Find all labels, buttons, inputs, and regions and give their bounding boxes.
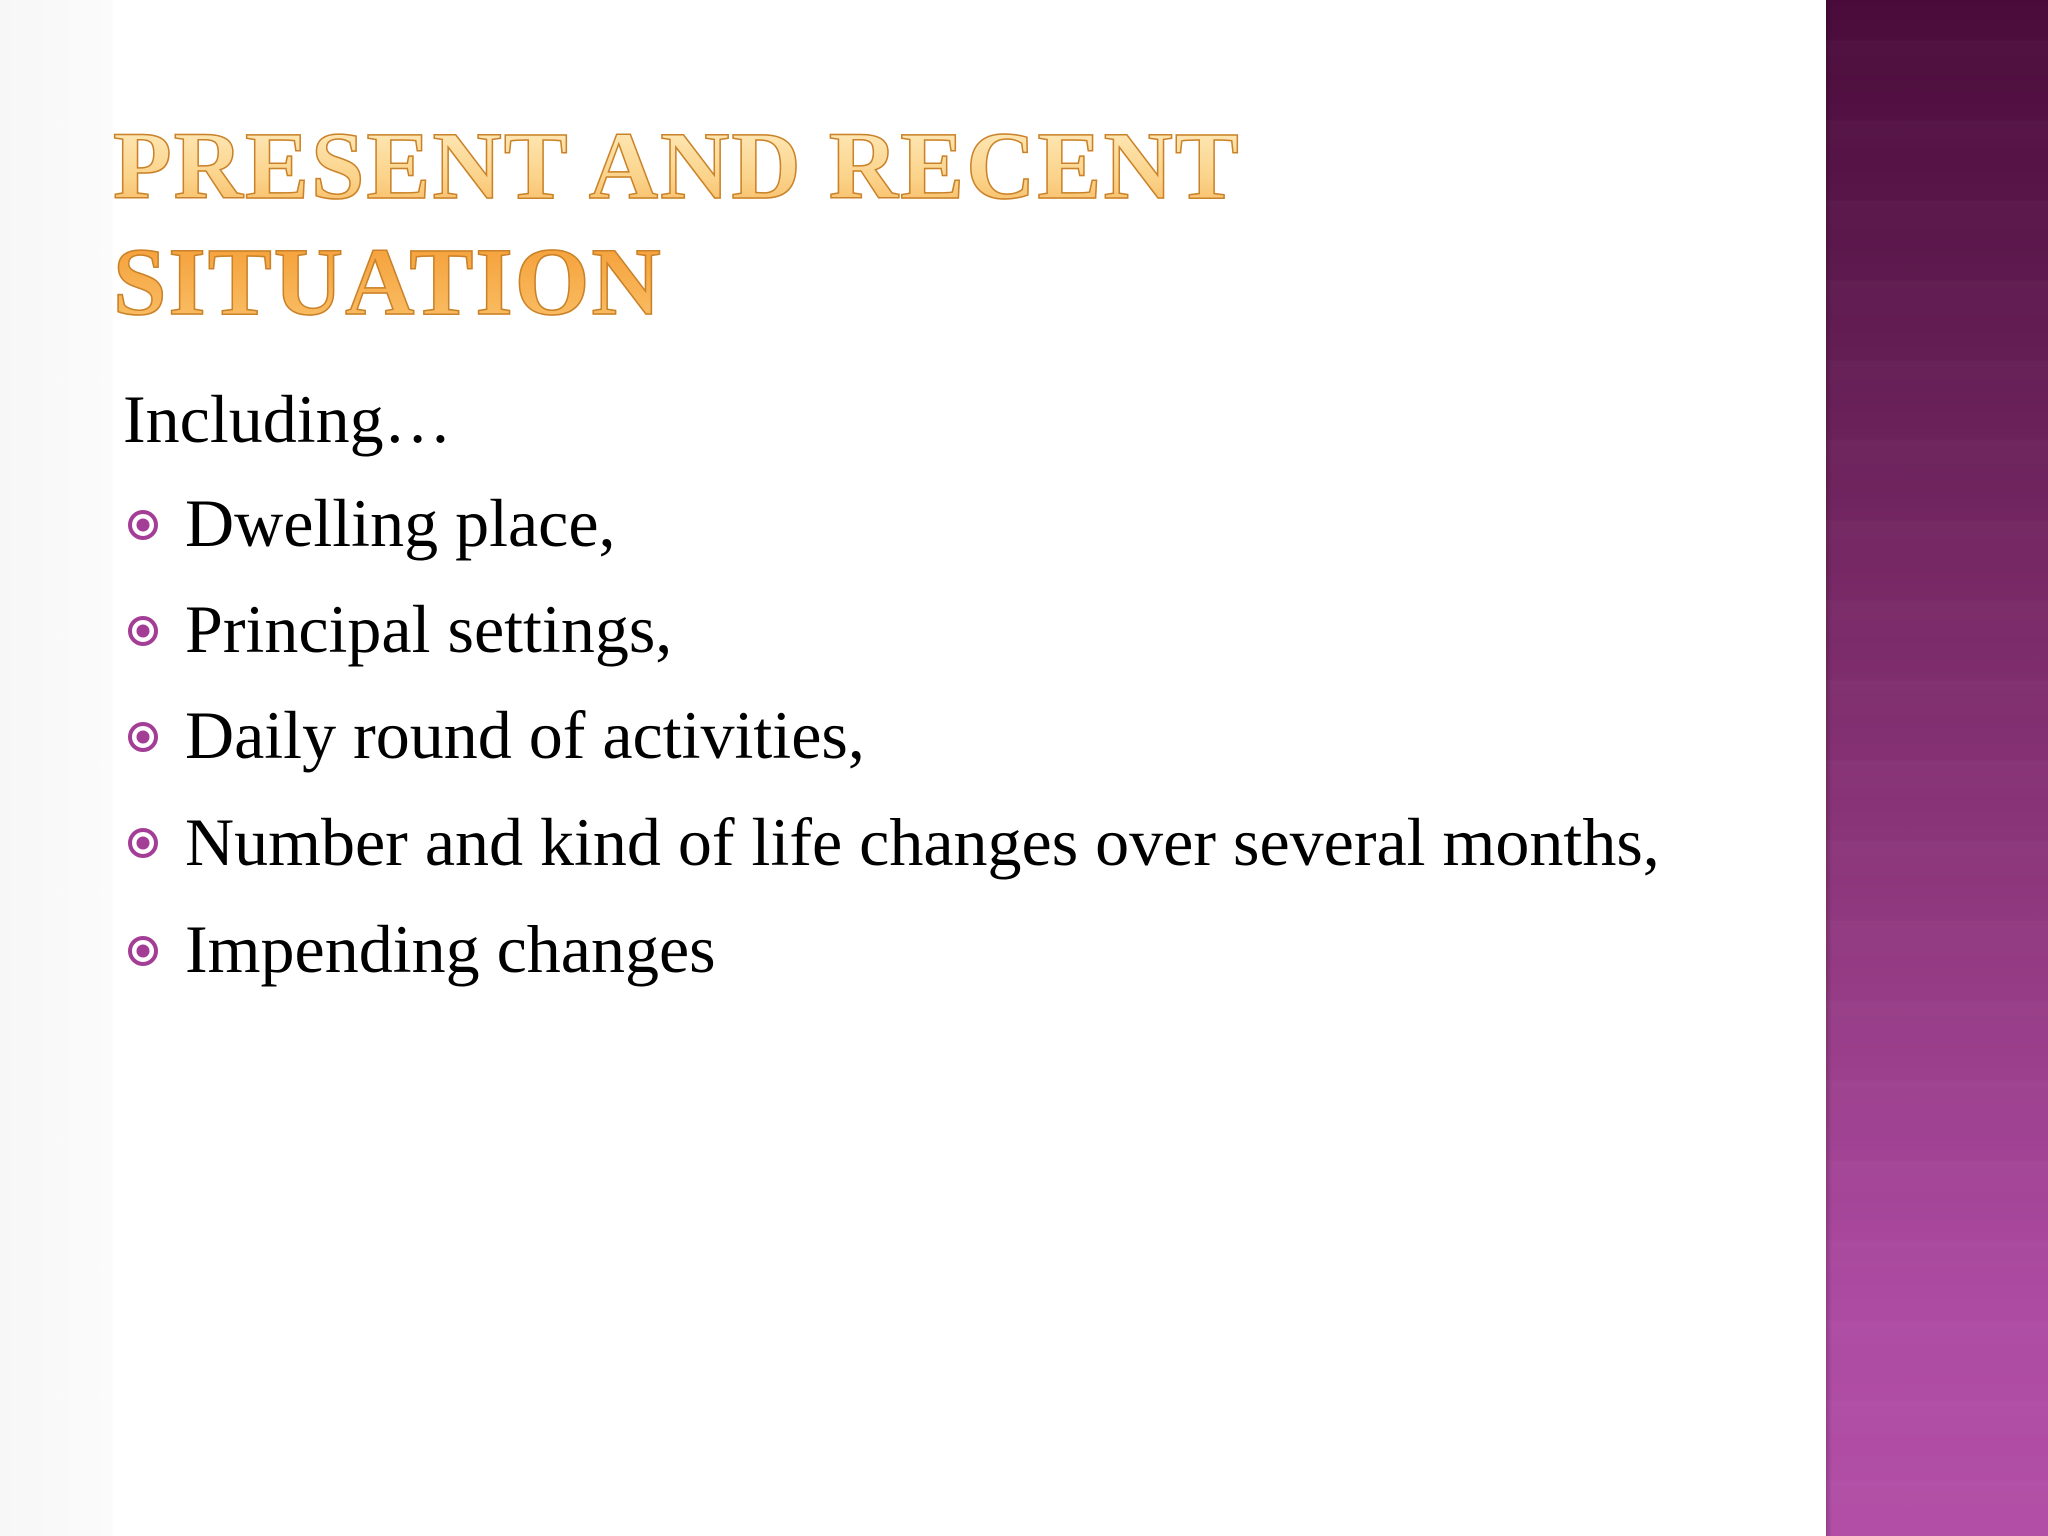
slide-title: PRESENT AND RECENT SITUATION bbox=[113, 108, 1613, 340]
intro-text: Including… bbox=[123, 381, 452, 457]
decorative-side-band bbox=[1826, 0, 2048, 1536]
bullet-text: Impending changes bbox=[185, 911, 716, 987]
circled-dot-icon bbox=[127, 721, 159, 753]
circled-dot-icon bbox=[127, 827, 159, 859]
slide-body bbox=[123, 378, 1683, 1014]
bullet-item bbox=[123, 694, 1683, 776]
bullet-list bbox=[123, 482, 1683, 990]
bullet-item bbox=[123, 800, 1683, 884]
bullet-item bbox=[123, 588, 1683, 670]
circled-dot-icon bbox=[127, 615, 159, 647]
circled-dot-icon bbox=[127, 935, 159, 967]
circled-dot-icon bbox=[127, 509, 159, 541]
band-texture bbox=[1826, 0, 2048, 1536]
band-edge-shadow bbox=[1826, 0, 1832, 1536]
bullet-text: Dwelling place, bbox=[185, 485, 616, 561]
bullet-text: Number and kind of life changes over several months, bbox=[185, 804, 1660, 880]
bullet-text: Daily round of activities, bbox=[185, 697, 865, 773]
bullet-item bbox=[123, 908, 1683, 990]
bullet-item bbox=[123, 482, 1683, 564]
bullet-text: Principal settings, bbox=[185, 591, 673, 667]
